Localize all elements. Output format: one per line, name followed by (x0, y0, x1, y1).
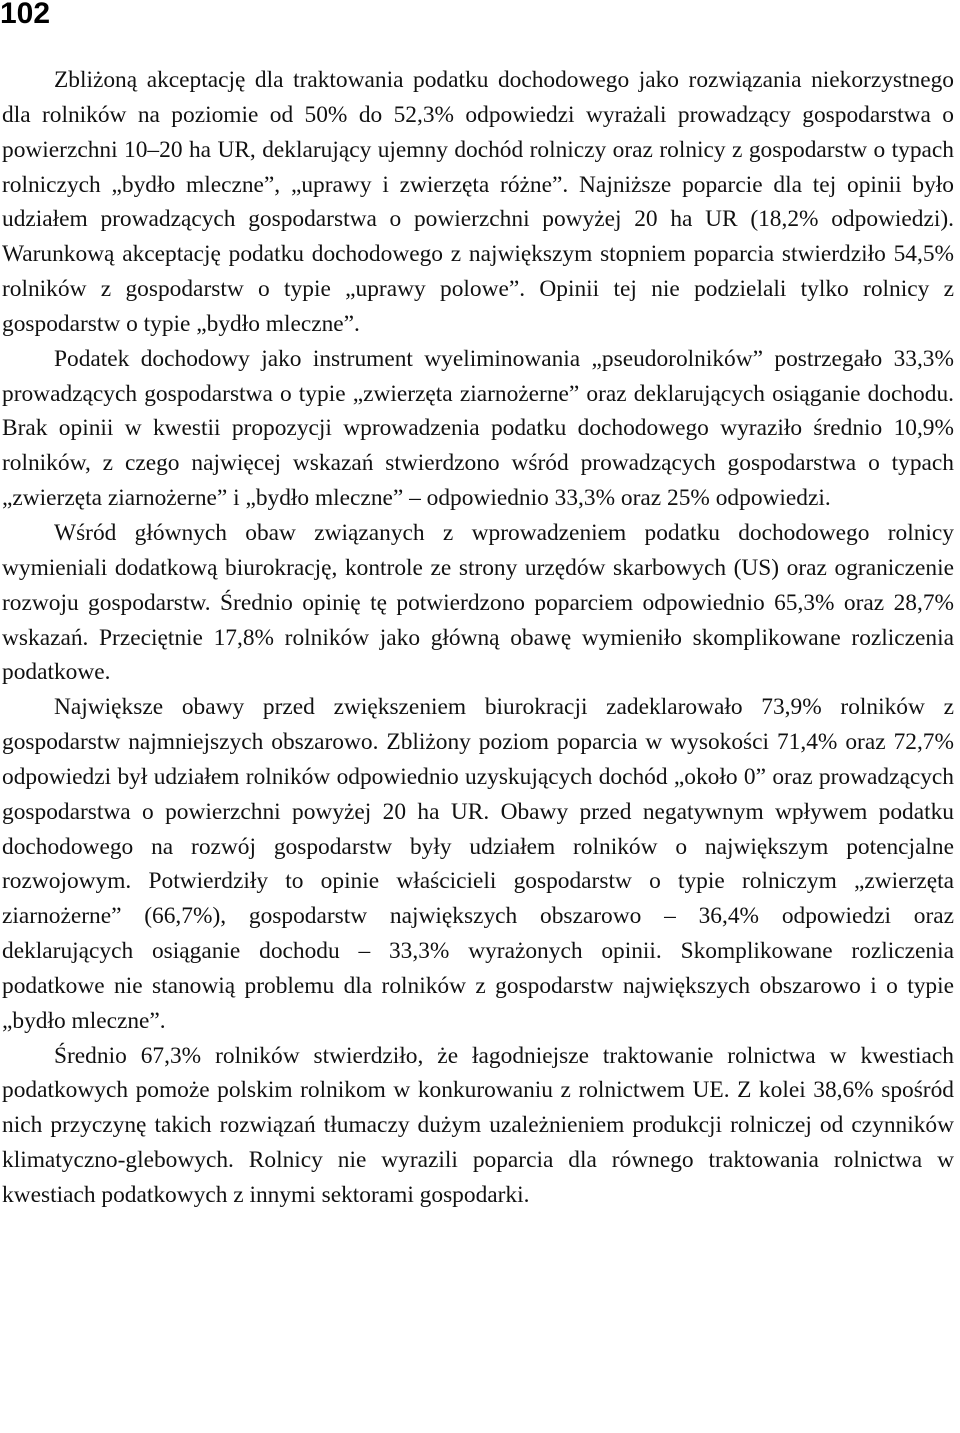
paragraph: Zbliżoną akceptację dla traktowania podatku dochodowego jako rozwiązania niekorzystnego dla rolników na poziomie od 50% do 52,3% odpowiedzi wyrażali prowadzący gospodarstwa o powierzchni 10–20 ha UR, deklarujący ujemny dochód rolniczy oraz rolnicy z gospodarstw o typach rolniczych „bydło mleczne”, „uprawy i zwierzęta różne”. Najniższe poparcie dla tej opinii było udziałem prowadzących gospodarstwa o powierzchni powyżej 20 ha UR (18,2% odpowiedzi). Warunkową akceptację podatku dochodowego z największym stopniem poparcia stwierdziło 54,5% rolników z gospodarstw o typie „uprawy polowe”. Opinii tej nie podzielali tylko rolnicy z gospodarstw o typie „bydło mleczne”. (2, 67, 954, 337)
paragraph: Największe obawy przed zwiększeniem biurokracji zadeklarowało 73,9% rolników z gospodarstw najmniejszych obszarowo. Zbliżony poziom poparcia w wysokości 71,4% oraz 72,7% odpowiedzi był udziałem rolników odpowiednio uzyskujących dochód „około 0” oraz prowadzących gospodarstwa o powierzchni powyżej 20 ha UR. Obawy przed negatywnym wpływem podatku dochodowego na rozwój gospodarstw były udziałem rolników o największym potencjalne rozwojowym. Potwierdziły to opinie właścicieli gospodarstw o typie rolniczym „zwierzęta ziarnożerne” (66,7%), gospodarstw największych obszarowo – 36,4% odpowiedzi oraz deklarujących osiąganie dochodu – 33,3% wyrażonych opinii. Skomplikowane rozliczenia podatkowe nie stanowią problemu dla rolników z gospodarstw największych obszarowo i o typie „bydło mleczne”. (2, 694, 954, 1034)
body-text (2, 63, 954, 1213)
page-number: 102 (0, 0, 51, 30)
paragraph: Wśród głównych obaw związanych z wprowadzeniem podatku dochodowego rolnicy wymieniali dodatkową biurokrację, kontrole ze strony urzędów skarbowych (US) oraz ograniczenie rozwoju gospodarstw. Średnio opinię tę potwierdzono poparciem odpowiednio 65,3% oraz 28,7% wskazań. Przeciętnie 17,8% rolników jako główną obawę wymieniło skomplikowane rozliczenia podatkowe. (2, 519, 954, 686)
paragraph: Podatek dochodowy jako instrument wyeliminowania „pseudorolników” postrzegało 33,3% prowadzących gospodarstwa o typie „zwierzęta ziarnożerne” oraz deklarujących osiąganie dochodu. Brak opinii w kwestii propozycji wprowadzenia podatku dochodowego wyraziło średnio 10,9% rolników, z czego najwięcej wskazań stwierdzono wśród prowadzących gospodarstwa o typach „zwierzęta ziarnożerne” i „bydło mleczne” – odpowiednio 33,3% oraz 25% odpowiedzi. (2, 345, 954, 512)
paragraph: Średnio 67,3% rolników stwierdziło, że łagodniejsze traktowanie rolnictwa w kwestiach podatkowych pomoże polskim rolnikom w konkurowaniu z rolnictwem UE. Z kolei 38,6% spośród nich przyczynę takich rozwiązań tłumaczy dużym uzależnieniem produkcji rolniczej od czynników klimatyczno-glebowych. Rolnicy nie wyrazili poparcia dla równego traktowania rolnictwa w kwestiach podatkowych z innymi sektorami gospodarki. (2, 1042, 954, 1208)
